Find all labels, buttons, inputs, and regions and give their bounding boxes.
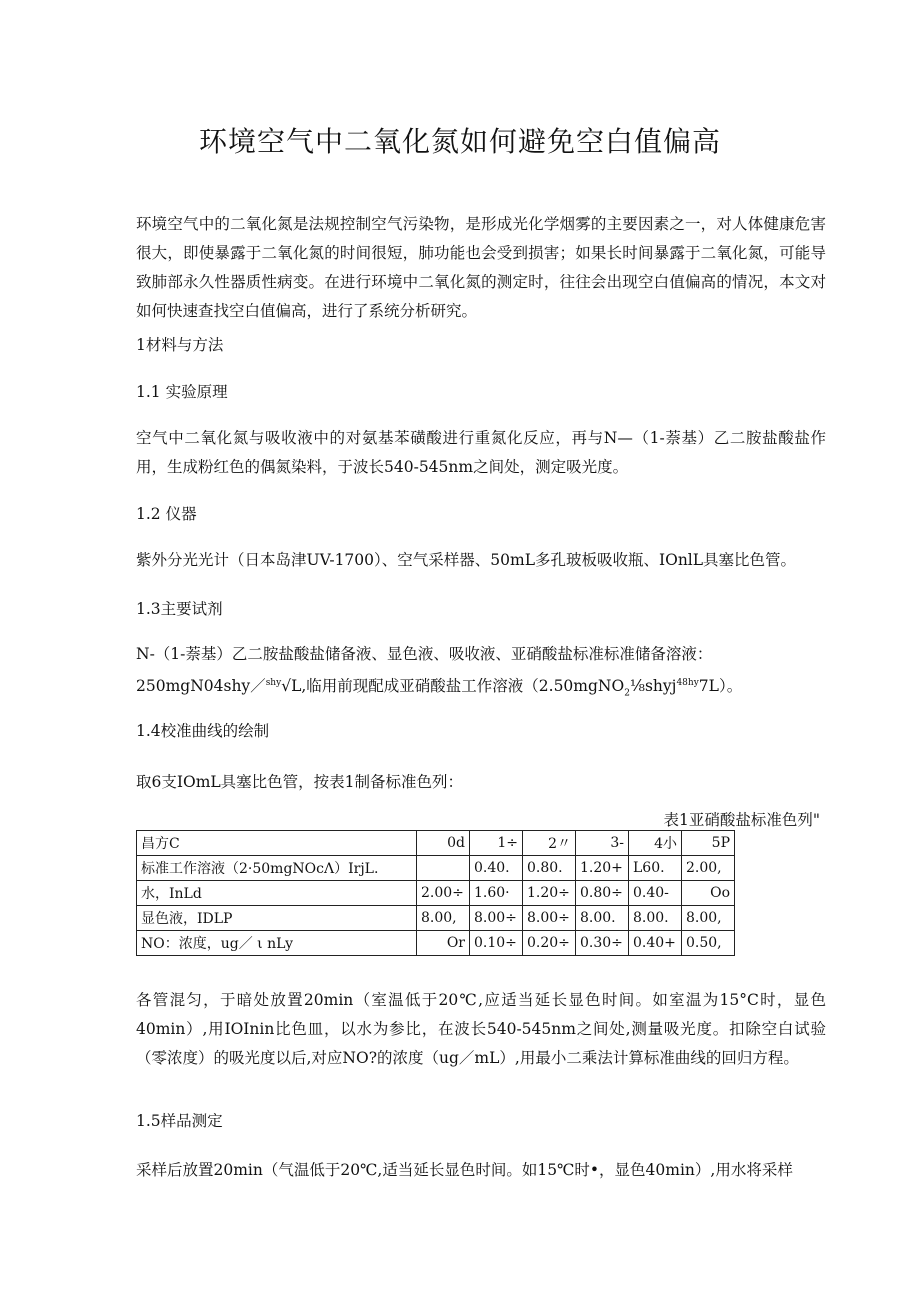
intro-paragraph: 环境空气中的二氧化氮是法规控制空气污染物，是形成光化学烟雾的主要因素之一，对人体健康危害很大，即使暴露于二氧化氮的时间很短，肺功能也会受到损害；如果长时间暴露于二氧化氮，可能导致肺部永久性器质性病变。在进行环境中二氧化氮的测定时，往往会出现空白值偏高的情况，本文对如何快速查找空白值偏高，进行了系统分析研究。 <box>136 215 826 320</box>
table-header-cell: 1÷ <box>470 831 523 856</box>
section-heading-1: 1材料与方法 <box>136 336 224 354</box>
reagents-line-1: N-（1-萘基）乙二胺盐酸盐储备液、显色液、吸收液、亚硝酸盐标准标准储备溶液： <box>136 645 713 663</box>
table-header-cell: 5P <box>682 831 735 856</box>
table-header-cell: 3- <box>576 831 629 856</box>
table-cell: 0.40. <box>470 856 523 881</box>
paragraph-calibration-intro: 取6支IOmL具塞比色管，按表1制备标准色列： <box>136 773 464 791</box>
table-cell: 0.30÷ <box>576 931 629 956</box>
table-row <box>137 856 735 881</box>
table-cell-label: 显色液，IDLP <box>137 906 417 931</box>
table-header-cell: 昌方C <box>137 831 417 856</box>
table-cell-label: 水，InLd <box>137 881 417 906</box>
table-cell: 1.20÷ <box>523 881 576 906</box>
table-header-cell: 4小 <box>629 831 682 856</box>
table-cell: 2.00, <box>682 856 735 881</box>
table-cell: 0.80÷ <box>576 881 629 906</box>
table-cell: 1.60· <box>470 881 523 906</box>
table-cell: L60. <box>629 856 682 881</box>
paragraph-reagents <box>136 640 826 708</box>
table-cell: 1.20+ <box>576 856 629 881</box>
section-heading-1-1: 1.1 实验原理 <box>136 383 228 401</box>
table-header-cell: 2〃 <box>523 831 576 856</box>
reagents-line-2 <box>136 669 826 708</box>
table-row <box>137 881 735 906</box>
table-row <box>137 931 735 956</box>
table-caption: 表1亚硝酸盐标准色列" <box>663 811 820 829</box>
section-heading-1-4: 1.4校准曲线的绘制 <box>136 722 270 740</box>
reagents-sup-1: shy <box>265 678 282 688</box>
table-cell: Or <box>417 931 470 956</box>
table-cell: 8.00, <box>682 906 735 931</box>
table-cell: 0.50, <box>682 931 735 956</box>
table-cell: Oo <box>682 881 735 906</box>
paragraph-calibration-procedure: 各管混匀，于暗处放置20min（室温低于20℃,应适当延长显色时间。如室温为15°C时，显色40min）,用IOInin比色皿，以水为参比，在波长540-545nm之间处,测量吸光度。扣除空白试验（零浓度）的吸光度以后,对应NO?的浓度（ug／mL）,用最小二乘法计算标准曲线的回归方程。 <box>136 991 826 1067</box>
table-header-row <box>137 831 735 856</box>
table-cell: 8.00, <box>417 906 470 931</box>
reagents-sub: 2 <box>624 688 630 699</box>
table-cell-label <box>137 856 417 881</box>
table-cell-label: NO：浓度，ug／ ι nLy <box>137 931 417 956</box>
table-cell: 8.00. <box>576 906 629 931</box>
table-cell: 8.00÷ <box>523 906 576 931</box>
reagents-text-d: 7L）。 <box>698 677 743 696</box>
row-label-text: 标准工作溶液（2·50mgNOcΛ）Ir <box>141 861 361 877</box>
table-cell <box>417 856 470 881</box>
table-cell: 8.00. <box>629 906 682 931</box>
reagents-text-a: 250mgN04shy／ <box>136 677 266 696</box>
table-cell: 0.10÷ <box>470 931 523 956</box>
reagents-sup-2: 48hy <box>676 678 699 688</box>
section-heading-1-5: 1.5样品测定 <box>136 1112 223 1130</box>
table-cell: 0.40- <box>629 881 682 906</box>
section-heading-1-3: 1.3主要试剂 <box>136 600 223 618</box>
table-header-cell: 0d <box>417 831 470 856</box>
table-cell: 8.00÷ <box>470 906 523 931</box>
paragraph-sample-measurement: 采样后放置20min（气温低于20℃,适当延长显色时间。如15℃时•，显色40min）,用水将采样 <box>136 1161 793 1179</box>
table-row <box>137 906 735 931</box>
document-title: 环境空气中二氧化氮如何避免空白值偏高 <box>198 125 721 158</box>
paragraph-principle: 空气中二氧化氮与吸收液中的对氨基苯磺酸进行重氮化反应，再与N—（1-萘基）乙二胺盐酸盐作用，生成粉红色的偶氮染料，于波长540-545nm之间处，测定吸光度。 <box>136 429 826 476</box>
reagents-text-c: ⅛shyj <box>629 677 677 696</box>
reagents-text-b: √L,临用前现配成亚硝酸盐工作溶液（2.50mgNO <box>281 677 625 696</box>
table-cell: 2.00÷ <box>417 881 470 906</box>
table-cell: 0.80. <box>523 856 576 881</box>
standard-color-table <box>136 830 735 956</box>
table-cell: 0.40+ <box>629 931 682 956</box>
section-heading-1-2: 1.2 仪器 <box>136 505 197 523</box>
paragraph-instruments: 紫外分光光计（日本岛津UV-1700）、空气采样器、50mL多孔玻板吸收瓶、IOnlL具塞比色管。 <box>136 551 797 569</box>
table-cell: 0.20÷ <box>523 931 576 956</box>
row-label-tail: jL. <box>360 861 379 877</box>
